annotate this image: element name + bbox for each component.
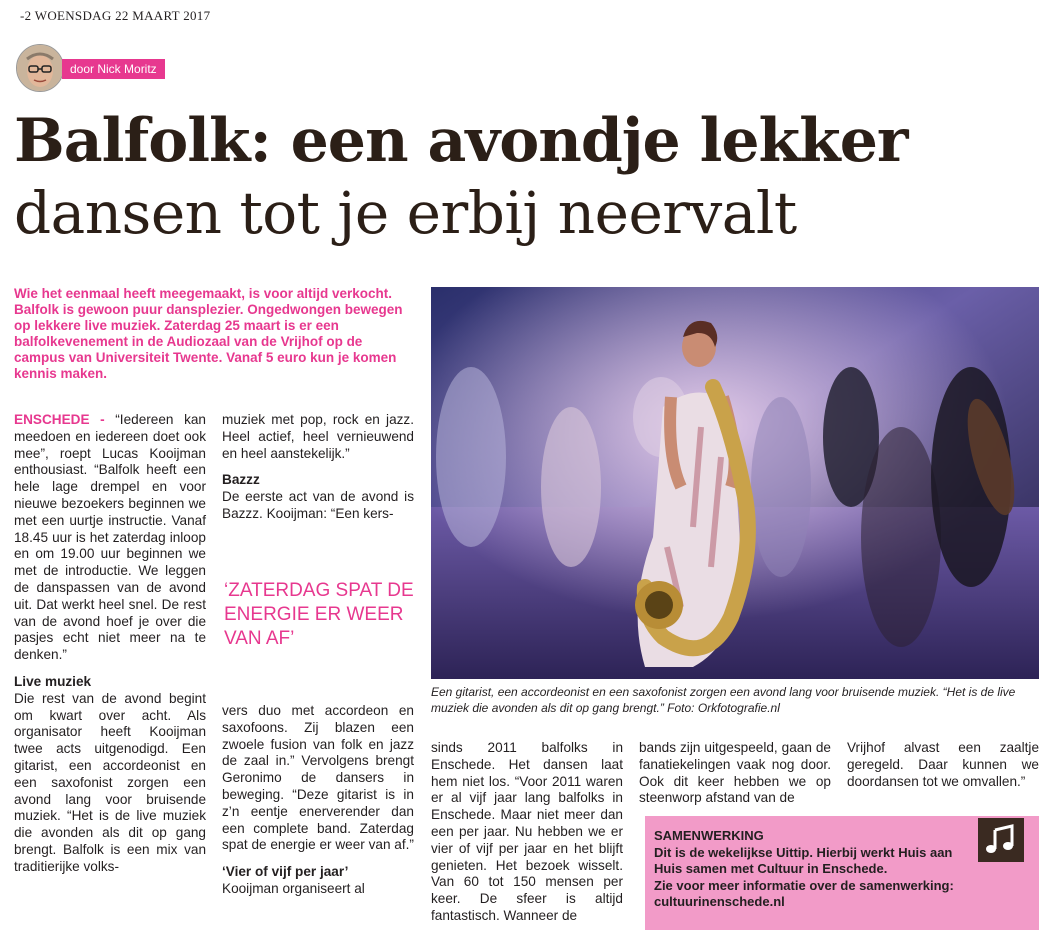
- article-paragraph: vers duo met accordeon en saxofoons. Zij blazen een zwoele fusion van folk en jazz de zaal in.” Vervolgens brengt Geronimo de dansers in beweging. “Deze gitarist is in z’n eentje enerverender dan een complete band. Zaterdag spat de energie er weer van af.”: [222, 703, 414, 853]
- headline-line-2: dansen tot je erbij neervalt: [14, 179, 797, 247]
- article-paragraph: “Iedereen kan meedoen en iedereen doet ook mee”, roept Lucas Kooijman enthousiast. “Balfolk heeft een hele lage drempel en voor nieuwe bezoekers beginnen we met een uurtje instructie. Vanaf 18.45 uur is het zaterdag inloop en om 19.00 uur beginnen we met de introductie. We leggen de danspassen van de avond uit. Dat werkt heel snel. De rest van de avond hoef je over die pasjes echt niet meer na te denken.”: [14, 412, 206, 663]
- article-column-2-bottom: [222, 703, 414, 898]
- headline-line-1: Balfolk: een avondje lekker: [14, 106, 908, 176]
- article-photo: [431, 287, 1039, 679]
- article-paragraph: De eerste act van de avond is Bazzz. Kooijman: “Een kers-: [222, 489, 414, 521]
- article-column-5: [847, 740, 1039, 790]
- article-paragraph: Vrijhof alvast een zaaltje geregeld. Daar kunnen we doordansen tot we omvallen.”: [847, 740, 1039, 789]
- article-column-3: [431, 740, 623, 925]
- article-dateline: ENSCHEDE -: [14, 412, 105, 427]
- subheading-vier-of-vijf: ‘Vier of vijf per jaar’: [222, 864, 349, 880]
- infobox-line: Dit is de wekelijkse Uittip. Hierbij werkt Huis aan Huis samen met Cultuur in Enschede.: [654, 844, 953, 876]
- photo-caption: Een gitarist, een accordeonist en een saxofonist zorgen een avond lang voor bruisende muziek. “Het is de live muziek die avonden als dit op gang brengt.” Foto: Orkfotografie.nl: [431, 685, 1016, 715]
- lead-paragraph: Wie het eenmaal heeft meegemaakt, is voor altijd verkocht. Balfolk is gewoon puur dansplezier. Ongedwongen bewegen op lekkere live muziek. Zaterdag 25 maart is er een balfolkevenement in de Audiozaal van de Vrijhof op de campus van Universiteit Twente. Vanaf 5 euro kun je komen kennis maken.: [14, 286, 403, 381]
- subheading-live-muziek: Live muziek: [14, 673, 92, 689]
- article-paragraph: muziek met pop, rock en jazz. Heel actief, heel vernieuwend en heel aanstekelijk.”: [222, 412, 414, 461]
- pull-quote: ‘ZATERDAG SPAT DE ENERGIE ER WEER VAN AF’: [224, 580, 414, 649]
- article-paragraph: bands zijn uitgespeeld, gaan de fanatiekelingen vaak nog door. Ook dit keer hebben we op steenworp afstand van de: [639, 740, 831, 806]
- music-note-icon: [978, 818, 1024, 862]
- infobox-text: [654, 828, 984, 911]
- article-paragraph: Kooijman organiseert al: [222, 880, 365, 896]
- article-column-1: [14, 412, 206, 876]
- author-avatar: [16, 44, 64, 92]
- author-label: door Nick Moritz: [62, 59, 165, 79]
- infobox-title: SAMENWERKING: [654, 828, 764, 843]
- article-column-4: [639, 740, 831, 807]
- infobox-line: Zie voor meer informatie over de samenwerking: cultuurinenschede.nl: [654, 877, 954, 909]
- article-paragraph: Die rest van de avond begint om kwart over acht. Als organisator heeft Kooijman twee acts uitgenodigd. Een gitarist, een accordeonist en een saxofonist zorgen een avond lang voor bruisende muziek. “Het is de live muziek die avonden als dit op gang brengt. Balfolk is een mix van traditierijke volks-: [14, 690, 206, 874]
- article-paragraph: sinds 2011 balfolks in Enschede. Het dansen laat hem niet los. “Voor 2011 waren er al vijf jaar lang balfolks in Enschede. Maar niet meer dan een per jaar. Nu hebben we er vier of vijf per jaar en het blijft genieten. Het bezoek wisselt. Van 60 tot 150 mensen per keer. De sfeer is altijd fantastisch. Wanneer de: [431, 740, 623, 923]
- subheading-bazzz: Bazzz: [222, 472, 260, 488]
- dateline: -2 WOENSDAG 22 MAART 2017: [20, 8, 211, 23]
- article-column-2-top: [222, 412, 414, 523]
